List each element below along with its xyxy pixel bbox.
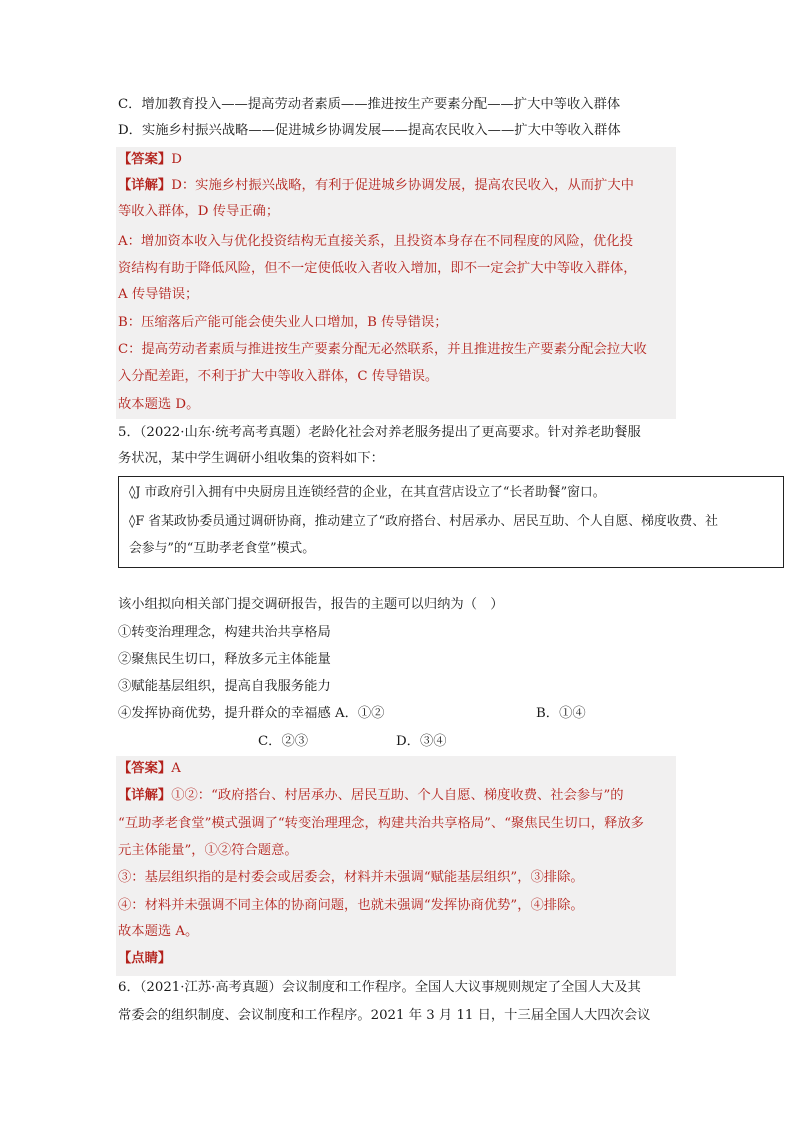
detail-line	[118, 173, 634, 199]
detail-text: 元主体能量”，①②符合题意。	[118, 843, 298, 858]
question-stem: 6．（2021·江苏·高考真题）会议制度和工作程序。全国人大议事规则规定了全国人大及其	[118, 980, 641, 995]
detail-line	[118, 783, 624, 809]
material-line: ◊J 市政府引入拥有中央厨房且连锁经营的企业，在其直营店设立了“长者助餐”窗口。	[129, 485, 606, 500]
detail-text: ①②：“政府搭台、村居承办、居民互助、个人自愿、梯度收费、社会参与”的	[171, 788, 624, 803]
answer-line	[118, 756, 181, 782]
detail-text: ④：材料并未强调不同主体的协商问题，也就未强调“发挥协商优势”，④排除。	[118, 898, 584, 913]
tip-label: 【点睛】	[118, 951, 172, 966]
detail-text: 等收入群体，D 传导正确；	[118, 204, 280, 219]
material-box	[118, 476, 784, 568]
answer-label: 【答案】	[118, 152, 172, 167]
detail-text: A：增加资本收入与优化投资结构无直接关系，且投资本身存在不同程度的风险，优化投	[118, 234, 633, 249]
question-stem: 务状况，某中学生调研小组收集的资料如下：	[118, 451, 384, 466]
question-prompt: 该小组拟向相关部门提交调研报告，报告的主题可以归纳为（ ）	[118, 597, 504, 612]
question-stem: 常委会的组织制度、会议制度和工作程序。2021 年 3 月 11 日，十三届全国人大四次会议	[118, 1008, 651, 1023]
material-line: 会参与”的“互助孝老食堂”模式。	[129, 541, 315, 556]
conclusion-text: 故本题选 A。	[118, 924, 199, 939]
detail-label: 【详解】	[118, 178, 172, 193]
option-d: D．实施乡村振兴战略——促进城乡协调发展——提高农民收入——扩大中等收入群体	[118, 123, 621, 138]
detail-text: B：压缩落后产能可能会使失业人口增加，B 传导错误；	[118, 315, 448, 330]
conclusion-text: 故本题选 D。	[118, 397, 200, 412]
answer-value: A	[171, 761, 181, 776]
option-b: B．①④	[536, 706, 586, 721]
answer-label: 【答案】	[118, 761, 172, 776]
material-line: ◊F 省某政协委员通过调研协商，推动建立了“政府搭台、村居承办、居民互助、个人自愿、梯度收费、社	[129, 514, 718, 529]
item-3: ③赋能基层组织，提高自我服务能力	[118, 679, 331, 694]
detail-text: ③：基层组织指的是村委会或居委会，材料并未强调“赋能基层组织”，③排除。	[118, 870, 584, 885]
item-2: ②聚焦民生切口，释放多元主体能量	[118, 652, 331, 667]
option-d: D．③④	[396, 734, 447, 749]
detail-label: 【详解】	[118, 788, 172, 803]
detail-text: “互助孝老食堂”模式强调了“转变治理理念，构建共治共享格局”、“聚焦民生切口，释放多	[118, 816, 644, 831]
detail-text: D：实施乡村振兴战略，有利于促进城乡协调发展，提高农民收入，从而扩大中	[171, 178, 634, 193]
detail-text: 入分配差距，不利于扩大中等收入群体，C 传导错误。	[118, 369, 439, 384]
option-c: C．增加教育投入——提高劳动者素质——推进按生产要素分配——扩大中等收入群体	[118, 97, 621, 112]
option-c: C．②③	[258, 734, 309, 749]
detail-text: C：提高劳动者素质与推进按生产要素分配无必然联系，并且推进按生产要素分配会拉大收	[118, 342, 647, 357]
detail-text: 资结构有助于降低风险，但不一定使低收入者收入增加，即不一定会扩大中等收入群体，	[118, 261, 637, 276]
answer-value: D	[171, 152, 182, 167]
item-1: ①转变治理理念，构建共治共享格局	[118, 625, 331, 640]
question-stem: 5．（2022·山东·统考高考真题）老龄化社会对养老服务提出了更高要求。针对养老助餐服	[118, 425, 641, 440]
detail-text: A 传导错误；	[118, 287, 199, 302]
item-4-with-option-a: ④发挥协商优势，提升群众的幸福感 A．①②	[118, 706, 385, 721]
answer-line	[118, 147, 182, 173]
